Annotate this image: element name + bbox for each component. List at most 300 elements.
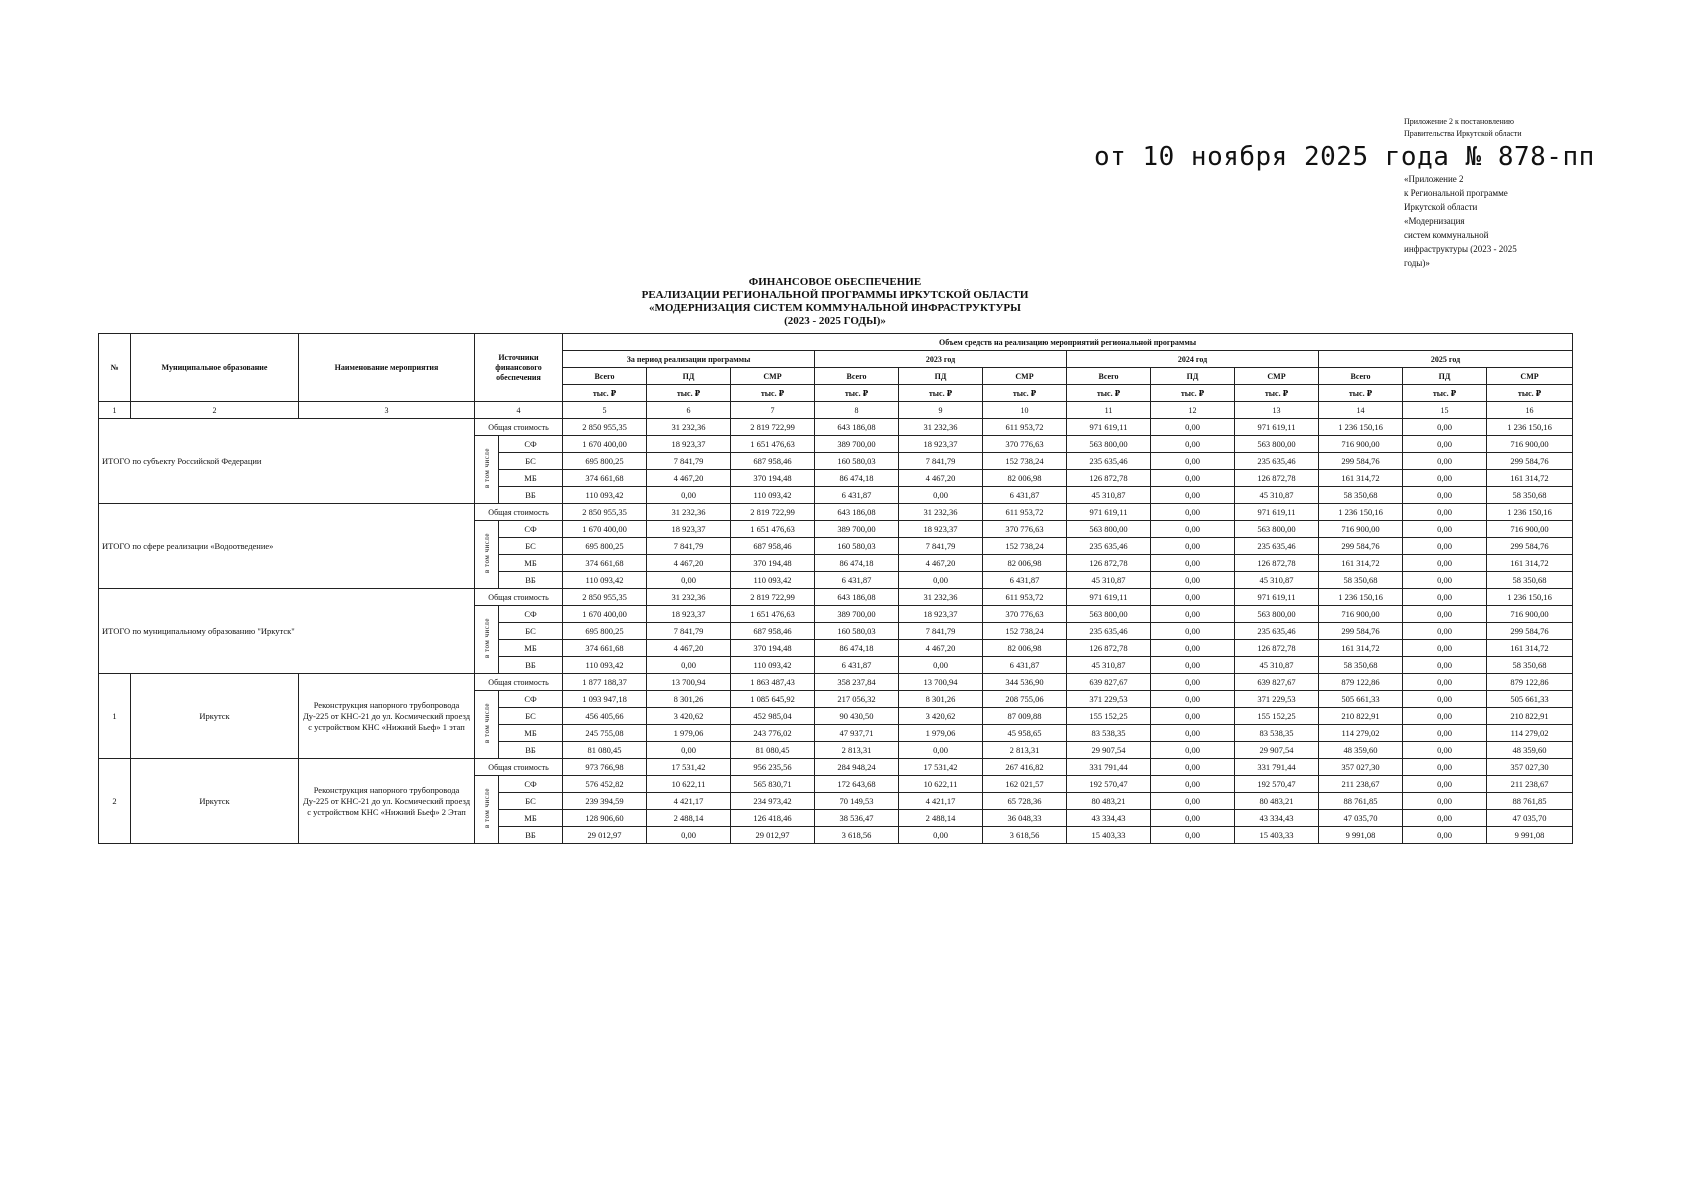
value-cell: 110 093,42 bbox=[731, 657, 815, 674]
program-note-line: инфраструктуры (2023 - 2025 bbox=[1404, 244, 1517, 254]
program-note bbox=[1404, 172, 1579, 270]
value-cell: 1 085 645,92 bbox=[731, 691, 815, 708]
value-cell: 29 907,54 bbox=[1235, 742, 1319, 759]
head-num: № bbox=[99, 334, 131, 402]
head-col-label: ПД bbox=[899, 368, 983, 385]
value-cell: 126 872,78 bbox=[1067, 640, 1151, 657]
value-cell: 563 800,00 bbox=[1235, 606, 1319, 623]
value-cell: 152 738,24 bbox=[983, 538, 1067, 555]
value-cell: 45 310,87 bbox=[1067, 487, 1151, 504]
incl-label bbox=[475, 436, 499, 504]
value-cell: 0,00 bbox=[1403, 793, 1487, 810]
value-cell: 210 822,91 bbox=[1487, 708, 1573, 725]
value-cell: 0,00 bbox=[1151, 521, 1235, 538]
value-cell: 7 841,79 bbox=[647, 453, 731, 470]
source-code: БС bbox=[499, 708, 563, 725]
head-unit: тыс. ₽ bbox=[1487, 385, 1573, 402]
value-cell: 2 819 722,99 bbox=[731, 589, 815, 606]
value-cell: 18 923,37 bbox=[899, 521, 983, 538]
value-cell: 299 584,76 bbox=[1487, 623, 1573, 640]
table-body bbox=[99, 419, 1573, 844]
value-cell: 1 670 400,00 bbox=[563, 606, 647, 623]
head-unit: тыс. ₽ bbox=[1319, 385, 1403, 402]
incl-label bbox=[475, 521, 499, 589]
value-cell: 15 403,33 bbox=[1235, 827, 1319, 844]
value-cell: 45 310,87 bbox=[1067, 657, 1151, 674]
source-code: БС bbox=[499, 793, 563, 810]
value-cell: 10 622,11 bbox=[899, 776, 983, 793]
incl-label-text: в том числе bbox=[482, 618, 491, 659]
value-cell: 161 314,72 bbox=[1319, 555, 1403, 572]
value-cell: 0,00 bbox=[1403, 725, 1487, 742]
value-cell: 2 850 955,35 bbox=[563, 504, 647, 521]
value-cell: 0,00 bbox=[1403, 827, 1487, 844]
value-cell: 4 467,20 bbox=[647, 470, 731, 487]
block-total-label: ИТОГО по субъекту Российской Федерации bbox=[99, 419, 475, 504]
value-cell: 4 467,20 bbox=[647, 640, 731, 657]
value-cell: 0,00 bbox=[1403, 436, 1487, 453]
value-cell: 160 580,03 bbox=[815, 453, 899, 470]
value-cell: 0,00 bbox=[647, 827, 731, 844]
value-cell: 973 766,98 bbox=[563, 759, 647, 776]
value-cell: 87 009,88 bbox=[983, 708, 1067, 725]
value-cell: 58 350,68 bbox=[1487, 487, 1573, 504]
value-cell: 0,00 bbox=[1403, 487, 1487, 504]
value-cell: 31 232,36 bbox=[899, 589, 983, 606]
head-col-label: Всего bbox=[1319, 368, 1403, 385]
value-cell: 2 813,31 bbox=[983, 742, 1067, 759]
value-cell: 17 531,42 bbox=[647, 759, 731, 776]
value-cell: 110 093,42 bbox=[731, 487, 815, 504]
value-cell: 6 431,87 bbox=[815, 572, 899, 589]
incl-label bbox=[475, 606, 499, 674]
value-cell: 687 958,46 bbox=[731, 623, 815, 640]
value-cell: 6 431,87 bbox=[983, 487, 1067, 504]
source-code: БС bbox=[499, 538, 563, 555]
value-cell: 1 236 150,16 bbox=[1319, 589, 1403, 606]
value-cell: 161 314,72 bbox=[1319, 640, 1403, 657]
value-cell: 0,00 bbox=[1403, 470, 1487, 487]
value-cell: 357 027,30 bbox=[1487, 759, 1573, 776]
source-code: МБ bbox=[499, 470, 563, 487]
value-cell: 110 093,42 bbox=[563, 487, 647, 504]
value-cell: 0,00 bbox=[1151, 827, 1235, 844]
table-row bbox=[99, 674, 1573, 691]
value-cell: 0,00 bbox=[1403, 776, 1487, 793]
value-cell: 299 584,76 bbox=[1319, 623, 1403, 640]
value-cell: 7 841,79 bbox=[899, 623, 983, 640]
head-period: 2025 год bbox=[1319, 351, 1573, 368]
value-cell: 456 405,66 bbox=[563, 708, 647, 725]
financing-table bbox=[98, 333, 1573, 844]
value-cell: 0,00 bbox=[1403, 453, 1487, 470]
value-cell: 58 350,68 bbox=[1487, 657, 1573, 674]
value-cell: 161 314,72 bbox=[1487, 470, 1573, 487]
value-cell: 0,00 bbox=[1151, 538, 1235, 555]
value-cell: 695 800,25 bbox=[563, 538, 647, 555]
table-row bbox=[99, 589, 1573, 606]
value-cell: 879 122,86 bbox=[1487, 674, 1573, 691]
value-cell: 0,00 bbox=[1403, 759, 1487, 776]
title-line: «МОДЕРНИЗАЦИЯ СИСТЕМ КОММУНАЛЬНОЙ ИНФРАСТРУКТУРЫ bbox=[649, 302, 1021, 314]
value-cell: 0,00 bbox=[647, 572, 731, 589]
value-cell: 235 635,46 bbox=[1067, 538, 1151, 555]
value-cell: 563 800,00 bbox=[1067, 606, 1151, 623]
head-period: 2024 год bbox=[1067, 351, 1319, 368]
table-row bbox=[99, 419, 1573, 436]
value-cell: 370 776,63 bbox=[983, 436, 1067, 453]
value-cell: 126 872,78 bbox=[1235, 470, 1319, 487]
appendix-note-line: Правительства Иркутской области bbox=[1404, 129, 1522, 138]
value-cell: 299 584,76 bbox=[1487, 453, 1573, 470]
value-cell: 18 923,37 bbox=[899, 606, 983, 623]
value-cell: 114 279,02 bbox=[1487, 725, 1573, 742]
value-cell: 43 334,43 bbox=[1067, 810, 1151, 827]
head-col-label: ПД bbox=[647, 368, 731, 385]
value-cell: 0,00 bbox=[647, 487, 731, 504]
table-head bbox=[99, 334, 1573, 419]
source-code: СФ bbox=[499, 606, 563, 623]
head-period: За период реализации программы bbox=[563, 351, 815, 368]
value-cell: 45 310,87 bbox=[1235, 487, 1319, 504]
value-cell: 1 863 487,43 bbox=[731, 674, 815, 691]
value-cell: 695 800,25 bbox=[563, 453, 647, 470]
value-cell: 211 238,67 bbox=[1487, 776, 1573, 793]
program-note-line: годы)» bbox=[1404, 258, 1430, 268]
value-cell: 1 651 476,63 bbox=[731, 436, 815, 453]
incl-label bbox=[475, 691, 499, 759]
value-cell: 13 700,94 bbox=[647, 674, 731, 691]
value-cell: 4 467,20 bbox=[899, 640, 983, 657]
value-cell: 1 877 188,37 bbox=[563, 674, 647, 691]
value-cell: 0,00 bbox=[1403, 742, 1487, 759]
source-code: МБ bbox=[499, 555, 563, 572]
head-col-number: 6 bbox=[647, 402, 731, 419]
value-cell: 0,00 bbox=[1403, 572, 1487, 589]
value-cell: 31 232,36 bbox=[647, 504, 731, 521]
value-cell: 370 194,48 bbox=[731, 470, 815, 487]
head-col-number: 5 bbox=[563, 402, 647, 419]
value-cell: 47 937,71 bbox=[815, 725, 899, 742]
value-cell: 82 006,98 bbox=[983, 640, 1067, 657]
value-cell: 83 538,35 bbox=[1067, 725, 1151, 742]
value-cell: 643 186,08 bbox=[815, 504, 899, 521]
incl-label bbox=[475, 776, 499, 844]
block-total-label: ИТОГО по сфере реализации «Водоотведение» bbox=[99, 504, 475, 589]
head-unit: тыс. ₽ bbox=[815, 385, 899, 402]
value-cell: 9 991,08 bbox=[1319, 827, 1403, 844]
source-code: ВБ bbox=[499, 657, 563, 674]
value-cell: 45 958,65 bbox=[983, 725, 1067, 742]
value-cell: 971 619,11 bbox=[1067, 504, 1151, 521]
value-cell: 331 791,44 bbox=[1067, 759, 1151, 776]
value-cell: 18 923,37 bbox=[647, 521, 731, 538]
value-cell: 80 483,21 bbox=[1067, 793, 1151, 810]
title-line: РЕАЛИЗАЦИИ РЕГИОНАЛЬНОЙ ПРОГРАММЫ ИРКУТСКОЙ ОБЛАСТИ bbox=[641, 289, 1029, 301]
value-cell: 971 619,11 bbox=[1067, 419, 1151, 436]
value-cell: 1 093 947,18 bbox=[563, 691, 647, 708]
value-cell: 505 661,33 bbox=[1487, 691, 1573, 708]
value-cell: 58 350,68 bbox=[1319, 572, 1403, 589]
value-cell: 4 467,20 bbox=[899, 470, 983, 487]
value-cell: 155 152,25 bbox=[1235, 708, 1319, 725]
value-cell: 1 651 476,63 bbox=[731, 521, 815, 538]
block-total-label: ИТОГО по муниципальному образованию "Иркутск" bbox=[99, 589, 475, 674]
value-cell: 0,00 bbox=[1151, 504, 1235, 521]
value-cell: 0,00 bbox=[1403, 674, 1487, 691]
value-cell: 0,00 bbox=[1151, 623, 1235, 640]
head-unit: тыс. ₽ bbox=[1067, 385, 1151, 402]
value-cell: 563 800,00 bbox=[1067, 521, 1151, 538]
head-col-number: 11 bbox=[1067, 402, 1151, 419]
head-col-number: 2 bbox=[131, 402, 299, 419]
value-cell: 331 791,44 bbox=[1235, 759, 1319, 776]
source-code: ВБ bbox=[499, 487, 563, 504]
measure-name: Реконструкция напорного трубопровода Ду-225 от КНС-21 до ул. Космический проезд с устройством КНС «Нижний Бьеф» 2 Этап bbox=[299, 759, 475, 844]
value-cell: 210 822,91 bbox=[1319, 708, 1403, 725]
value-cell: 1 236 150,16 bbox=[1319, 504, 1403, 521]
title-line: (2023 - 2025 ГОДЫ)» bbox=[784, 315, 886, 327]
value-cell: 299 584,76 bbox=[1319, 538, 1403, 555]
value-cell: 716 900,00 bbox=[1487, 521, 1573, 538]
document-title bbox=[560, 276, 1110, 328]
value-cell: 299 584,76 bbox=[1319, 453, 1403, 470]
incl-label-text: в том числе bbox=[482, 448, 491, 489]
value-cell: 1 236 150,16 bbox=[1487, 419, 1573, 436]
program-note-line: «Модернизация bbox=[1404, 216, 1465, 226]
head-numbers-row bbox=[99, 402, 1573, 419]
value-cell: 17 531,42 bbox=[899, 759, 983, 776]
value-cell: 971 619,11 bbox=[1235, 419, 1319, 436]
value-cell: 0,00 bbox=[1151, 487, 1235, 504]
value-cell: 299 584,76 bbox=[1487, 538, 1573, 555]
program-note-line: к Региональной программе bbox=[1404, 188, 1508, 198]
head-municipality: Муниципальное образование bbox=[131, 334, 299, 402]
value-cell: 0,00 bbox=[647, 657, 731, 674]
value-cell: 284 948,24 bbox=[815, 759, 899, 776]
value-cell: 126 872,78 bbox=[1235, 640, 1319, 657]
value-cell: 29 012,97 bbox=[563, 827, 647, 844]
value-cell: 716 900,00 bbox=[1487, 606, 1573, 623]
value-cell: 1 236 150,16 bbox=[1487, 589, 1573, 606]
value-cell: 358 237,84 bbox=[815, 674, 899, 691]
value-cell: 0,00 bbox=[1151, 674, 1235, 691]
total-cost-label: Общая стоимость bbox=[475, 504, 563, 521]
total-cost-label: Общая стоимость bbox=[475, 759, 563, 776]
source-code: ВБ bbox=[499, 742, 563, 759]
value-cell: 0,00 bbox=[1151, 453, 1235, 470]
source-code: МБ bbox=[499, 640, 563, 657]
value-cell: 0,00 bbox=[1403, 589, 1487, 606]
value-cell: 0,00 bbox=[1403, 606, 1487, 623]
value-cell: 31 232,36 bbox=[647, 589, 731, 606]
value-cell: 126 872,78 bbox=[1235, 555, 1319, 572]
value-cell: 160 580,03 bbox=[815, 623, 899, 640]
head-col-number: 12 bbox=[1151, 402, 1235, 419]
measure-num: 2 bbox=[99, 759, 131, 844]
value-cell: 0,00 bbox=[1151, 470, 1235, 487]
value-cell: 0,00 bbox=[1151, 725, 1235, 742]
value-cell: 0,00 bbox=[899, 742, 983, 759]
value-cell: 7 841,79 bbox=[899, 538, 983, 555]
value-cell: 3 618,56 bbox=[983, 827, 1067, 844]
value-cell: 13 700,94 bbox=[899, 674, 983, 691]
value-cell: 3 420,62 bbox=[647, 708, 731, 725]
value-cell: 971 619,11 bbox=[1235, 504, 1319, 521]
value-cell: 48 359,60 bbox=[1487, 742, 1573, 759]
value-cell: 0,00 bbox=[1151, 810, 1235, 827]
value-cell: 2 488,14 bbox=[647, 810, 731, 827]
value-cell: 0,00 bbox=[1151, 436, 1235, 453]
value-cell: 88 761,85 bbox=[1487, 793, 1573, 810]
value-cell: 563 800,00 bbox=[1235, 436, 1319, 453]
value-cell: 2 850 955,35 bbox=[563, 419, 647, 436]
value-cell: 82 006,98 bbox=[983, 555, 1067, 572]
source-code: СФ bbox=[499, 521, 563, 538]
head-unit: тыс. ₽ bbox=[899, 385, 983, 402]
value-cell: 81 080,45 bbox=[731, 742, 815, 759]
head-col-label: Всего bbox=[815, 368, 899, 385]
value-cell: 155 152,25 bbox=[1067, 708, 1151, 725]
value-cell: 0,00 bbox=[1151, 708, 1235, 725]
value-cell: 370 776,63 bbox=[983, 521, 1067, 538]
value-cell: 235 635,46 bbox=[1235, 453, 1319, 470]
value-cell: 0,00 bbox=[899, 572, 983, 589]
value-cell: 18 923,37 bbox=[647, 436, 731, 453]
head-col-label: СМР bbox=[1235, 368, 1319, 385]
value-cell: 0,00 bbox=[1151, 793, 1235, 810]
value-cell: 7 841,79 bbox=[647, 538, 731, 555]
value-cell: 452 985,04 bbox=[731, 708, 815, 725]
value-cell: 0,00 bbox=[1151, 657, 1235, 674]
value-cell: 0,00 bbox=[1403, 810, 1487, 827]
value-cell: 126 418,46 bbox=[731, 810, 815, 827]
value-cell: 126 872,78 bbox=[1067, 470, 1151, 487]
head-col-number: 10 bbox=[983, 402, 1067, 419]
value-cell: 563 800,00 bbox=[1235, 521, 1319, 538]
source-code: СФ bbox=[499, 436, 563, 453]
value-cell: 45 310,87 bbox=[1067, 572, 1151, 589]
value-cell: 0,00 bbox=[1403, 708, 1487, 725]
value-cell: 956 235,56 bbox=[731, 759, 815, 776]
value-cell: 161 314,72 bbox=[1487, 640, 1573, 657]
value-cell: 38 536,47 bbox=[815, 810, 899, 827]
value-cell: 15 403,33 bbox=[1067, 827, 1151, 844]
value-cell: 2 488,14 bbox=[899, 810, 983, 827]
value-cell: 86 474,18 bbox=[815, 470, 899, 487]
value-cell: 6 431,87 bbox=[983, 657, 1067, 674]
value-cell: 31 232,36 bbox=[899, 419, 983, 436]
value-cell: 3 420,62 bbox=[899, 708, 983, 725]
value-cell: 0,00 bbox=[1403, 504, 1487, 521]
total-cost-label: Общая стоимость bbox=[475, 674, 563, 691]
total-cost-label: Общая стоимость bbox=[475, 419, 563, 436]
value-cell: 86 474,18 bbox=[815, 555, 899, 572]
head-col-number: 14 bbox=[1319, 402, 1403, 419]
value-cell: 357 027,30 bbox=[1319, 759, 1403, 776]
value-cell: 563 800,00 bbox=[1067, 436, 1151, 453]
head-unit: тыс. ₽ bbox=[1151, 385, 1235, 402]
head-col-number: 4 bbox=[475, 402, 563, 419]
total-cost-label: Общая стоимость bbox=[475, 589, 563, 606]
value-cell: 1 651 476,63 bbox=[731, 606, 815, 623]
value-cell: 1 979,06 bbox=[647, 725, 731, 742]
value-cell: 235 635,46 bbox=[1235, 538, 1319, 555]
appendix-note-line: Приложение 2 к постановлению bbox=[1404, 117, 1515, 126]
value-cell: 7 841,79 bbox=[647, 623, 731, 640]
head-unit: тыс. ₽ bbox=[731, 385, 815, 402]
head-col-number: 9 bbox=[899, 402, 983, 419]
value-cell: 1 670 400,00 bbox=[563, 436, 647, 453]
value-cell: 344 536,90 bbox=[983, 674, 1067, 691]
value-cell: 0,00 bbox=[1151, 555, 1235, 572]
value-cell: 152 738,24 bbox=[983, 453, 1067, 470]
value-cell: 2 819 722,99 bbox=[731, 504, 815, 521]
value-cell: 716 900,00 bbox=[1319, 521, 1403, 538]
value-cell: 2 819 722,99 bbox=[731, 419, 815, 436]
value-cell: 1 670 400,00 bbox=[563, 521, 647, 538]
value-cell: 611 953,72 bbox=[983, 504, 1067, 521]
value-cell: 58 350,68 bbox=[1319, 487, 1403, 504]
value-cell: 172 643,68 bbox=[815, 776, 899, 793]
value-cell: 2 850 955,35 bbox=[563, 589, 647, 606]
value-cell: 235 635,46 bbox=[1235, 623, 1319, 640]
head-col-label: СМР bbox=[1487, 368, 1573, 385]
value-cell: 0,00 bbox=[1151, 640, 1235, 657]
value-cell: 235 635,46 bbox=[1067, 623, 1151, 640]
value-cell: 82 006,98 bbox=[983, 470, 1067, 487]
value-cell: 162 021,57 bbox=[983, 776, 1067, 793]
value-cell: 0,00 bbox=[899, 487, 983, 504]
head-unit: тыс. ₽ bbox=[1403, 385, 1487, 402]
value-cell: 971 619,11 bbox=[1067, 589, 1151, 606]
table-row bbox=[99, 759, 1573, 776]
head-col-number: 13 bbox=[1235, 402, 1319, 419]
value-cell: 370 194,48 bbox=[731, 555, 815, 572]
value-cell: 0,00 bbox=[1151, 589, 1235, 606]
value-cell: 0,00 bbox=[1403, 691, 1487, 708]
value-cell: 6 431,87 bbox=[983, 572, 1067, 589]
value-cell: 716 900,00 bbox=[1319, 606, 1403, 623]
value-cell: 110 093,42 bbox=[731, 572, 815, 589]
table-row bbox=[99, 504, 1573, 521]
value-cell: 234 973,42 bbox=[731, 793, 815, 810]
head-col-label: ПД bbox=[1403, 368, 1487, 385]
value-cell: 70 149,53 bbox=[815, 793, 899, 810]
value-cell: 152 738,24 bbox=[983, 623, 1067, 640]
value-cell: 505 661,33 bbox=[1319, 691, 1403, 708]
value-cell: 36 048,33 bbox=[983, 810, 1067, 827]
value-cell: 389 700,00 bbox=[815, 606, 899, 623]
value-cell: 0,00 bbox=[1151, 606, 1235, 623]
value-cell: 217 056,32 bbox=[815, 691, 899, 708]
value-cell: 370 194,48 bbox=[731, 640, 815, 657]
value-cell: 879 122,86 bbox=[1319, 674, 1403, 691]
source-code: ВБ bbox=[499, 827, 563, 844]
value-cell: 48 359,60 bbox=[1319, 742, 1403, 759]
head-unit: тыс. ₽ bbox=[1235, 385, 1319, 402]
value-cell: 45 310,87 bbox=[1235, 572, 1319, 589]
value-cell: 4 421,17 bbox=[899, 793, 983, 810]
value-cell: 1 979,06 bbox=[899, 725, 983, 742]
value-cell: 4 467,20 bbox=[899, 555, 983, 572]
head-unit: тыс. ₽ bbox=[983, 385, 1067, 402]
value-cell: 0,00 bbox=[1403, 538, 1487, 555]
value-cell: 1 236 150,16 bbox=[1487, 504, 1573, 521]
value-cell: 0,00 bbox=[1151, 759, 1235, 776]
value-cell: 110 093,42 bbox=[563, 572, 647, 589]
head-col-label: СМР bbox=[731, 368, 815, 385]
